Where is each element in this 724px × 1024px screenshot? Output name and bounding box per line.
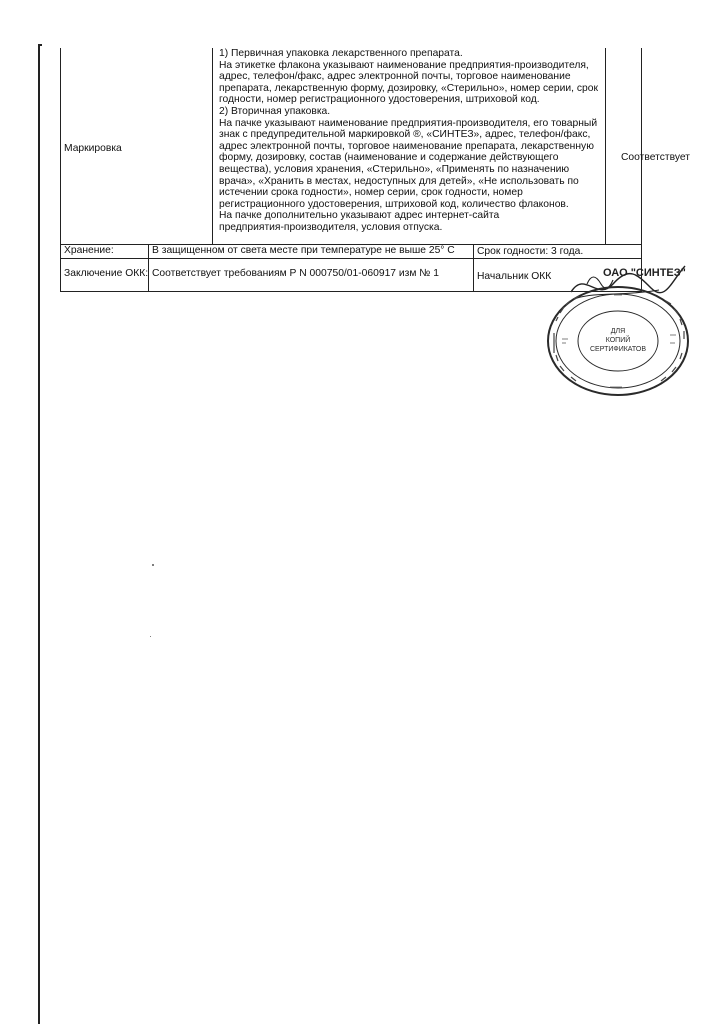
conclusion-value: Соответствует требованиям Р N 000750/01-060917 изм № 1: [152, 268, 439, 279]
marking-line: На этикетке флакона указывают наименование предприятия-производителя,: [219, 59, 589, 71]
page-left-edge: [38, 44, 40, 1024]
scan-speck: [152, 564, 154, 566]
marking-line: истечении срока годности», номер серии, срок годности, номер: [219, 187, 523, 199]
table-column-divider-2: [605, 48, 606, 244]
stamp-line-1: ДЛЯ: [610, 328, 626, 335]
signature-company: ОАО "СИНТЕЗ": [603, 267, 686, 279]
stamp-line-2: КОПИЙ: [605, 337, 631, 344]
marking-line: На пачке дополнительно указывают адрес интернет-сайта: [219, 210, 500, 222]
marking-line: 2) Вторичная упаковка.: [219, 105, 331, 117]
marking-line: адрес электронной почты, торговое наименование препарата, лекарственную: [219, 140, 594, 152]
marking-line: регистрационного удостоверения, штриховой код, количество флаконов.: [219, 198, 569, 210]
table-border-right: [641, 48, 642, 292]
marking-line: 1) Первичная упаковка лекарственного препарата.: [219, 48, 463, 59]
table-column-divider-1: [212, 48, 213, 244]
marking-line: знак с предупредительной маркировкой ®, «СИНТЕЗ», адрес, телефон/факс,: [219, 129, 591, 141]
marking-result: Соответствует: [621, 152, 690, 163]
shelf-life: Срок годности: 3 года.: [477, 246, 584, 257]
marking-line: предприятия-производителя, условия отпуска.: [219, 221, 443, 233]
signer-title: Начальник ОКК: [477, 271, 552, 282]
marking-line: адрес, телефон/факс, адрес электронной почты, торговое наименование: [219, 71, 571, 83]
storage-divider-1: [148, 244, 149, 292]
stamp-line-3: СЕРТИФИКАТОВ: [589, 346, 647, 353]
storage-divider-2: [473, 244, 474, 292]
marking-line: вещества), условия хранения, «Стерильно», «Применять по назначению: [219, 163, 570, 175]
stamp-graphic: [540, 283, 692, 397]
storage-value: В защищенном от света месте при температуре не выше 25° С: [152, 245, 455, 256]
table-border-left: [60, 48, 61, 292]
marking-line: годности, номер регистрационного удостоверения, штриховой код.: [219, 94, 540, 106]
marking-line: врача», «Хранить в местах, недоступных для детей», «Не использовать по: [219, 175, 579, 187]
round-stamp: [540, 283, 692, 397]
conclusion-label: Заключение ОКК:: [64, 268, 149, 279]
scan-speck: [150, 636, 151, 637]
marking-label: Маркировка: [64, 143, 122, 154]
page-top-edge: [38, 44, 42, 46]
marking-line: препарата, лекарственную форму, дозировку, «Стерильно», номер серии, срок: [219, 82, 598, 94]
marking-line: На пачке указывают наименование предприятия-производителя, его товарный: [219, 117, 598, 129]
marking-line: форму, дозировку, состав (наименование и содержание действующего: [219, 152, 559, 164]
marking-text: [219, 48, 599, 234]
storage-label: Хранение:: [64, 245, 114, 256]
